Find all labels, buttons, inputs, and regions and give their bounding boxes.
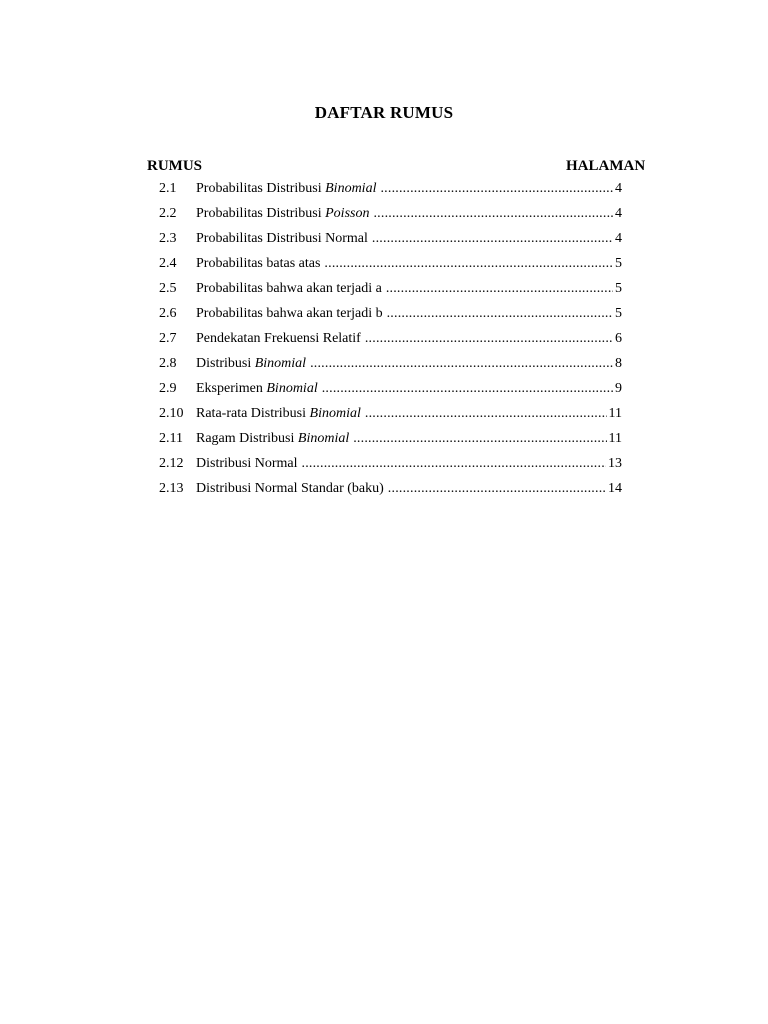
entry-text: Probabilitas Distribusi xyxy=(196,206,326,221)
entry-number: 2.3 xyxy=(159,231,177,246)
dot-leader xyxy=(365,406,607,422)
entry-italic-term: Binomial xyxy=(325,181,377,196)
entry-label xyxy=(196,256,320,272)
entry-text: Probabilitas Distribusi Normal xyxy=(196,231,368,246)
entry-label xyxy=(196,306,383,322)
entry-page-number: 13 xyxy=(608,456,622,471)
entry-italic-term: Binomial xyxy=(309,406,361,421)
entry-label xyxy=(196,481,384,497)
toc-entry xyxy=(157,406,622,431)
dot-leader xyxy=(302,456,607,472)
formula-list xyxy=(157,181,622,506)
entry-text: Rata-rata Distribusi xyxy=(196,406,310,421)
entry-number: 2.10 xyxy=(159,406,184,421)
entry-label xyxy=(196,181,376,197)
entry-label xyxy=(196,431,349,447)
entry-number: 2.11 xyxy=(159,431,183,446)
column-header-halaman: HALAMAN xyxy=(566,158,646,174)
dot-leader xyxy=(322,381,613,397)
entry-text: Probabilitas batas atas xyxy=(196,256,321,271)
entry-label xyxy=(196,331,361,347)
entry-label xyxy=(196,231,368,247)
entry-page-number: 9 xyxy=(615,381,622,396)
entry-text: Probabilitas bahwa akan terjadi b xyxy=(196,306,383,321)
entry-page-number: 5 xyxy=(615,281,622,296)
dot-leader xyxy=(365,331,613,347)
entry-number: 2.4 xyxy=(159,256,177,271)
entry-number: 2.13 xyxy=(159,481,184,496)
entry-number: 2.9 xyxy=(159,381,177,396)
entry-page-number: 4 xyxy=(615,231,622,246)
toc-entry xyxy=(157,206,622,231)
entry-label xyxy=(196,281,382,297)
toc-entry xyxy=(157,231,622,256)
entry-italic-term: Binomial xyxy=(254,356,307,371)
entry-page-number: 6 xyxy=(615,331,622,346)
entry-label xyxy=(196,206,369,222)
entry-number: 2.2 xyxy=(159,206,177,221)
toc-entry xyxy=(157,356,622,381)
entry-number: 2.1 xyxy=(159,181,177,196)
entry-text: Pendekatan Frekuensi Relatif xyxy=(196,331,361,346)
toc-entry xyxy=(157,381,622,406)
toc-entry xyxy=(157,456,622,481)
entry-page-number: 4 xyxy=(615,181,622,196)
toc-entry xyxy=(157,331,622,356)
toc-entry xyxy=(157,306,622,331)
dot-leader xyxy=(310,356,613,372)
entry-italic-term: Binomial xyxy=(266,381,318,396)
dot-leader xyxy=(372,231,613,247)
page-title: DAFTAR RUMUS xyxy=(314,103,454,122)
dot-leader xyxy=(387,306,613,322)
entry-page-number: 5 xyxy=(615,256,622,271)
entry-text: Distribusi xyxy=(196,356,255,371)
dot-leader xyxy=(388,481,606,497)
entry-text: Distribusi Normal xyxy=(196,456,298,471)
entry-page-number: 11 xyxy=(608,431,622,446)
dot-leader xyxy=(353,431,606,447)
entry-label xyxy=(196,381,318,397)
column-header-rumus: RUMUS xyxy=(147,158,202,174)
dot-leader xyxy=(373,206,613,222)
toc-entry xyxy=(157,256,622,281)
entry-page-number: 4 xyxy=(615,206,622,221)
entry-number: 2.6 xyxy=(159,306,177,321)
entry-number: 2.7 xyxy=(159,331,177,346)
toc-entry xyxy=(157,431,622,456)
toc-entry xyxy=(157,481,622,506)
entry-text: Eksperimen xyxy=(196,381,267,396)
dot-leader xyxy=(386,281,613,297)
toc-entry xyxy=(157,281,622,306)
entry-text: Distribusi Normal Standar (baku) xyxy=(196,481,384,496)
entry-label xyxy=(196,406,361,422)
entry-page-number: 14 xyxy=(608,481,622,496)
entry-page-number: 11 xyxy=(608,406,622,421)
entry-italic-term: Binomial xyxy=(297,431,350,446)
entry-text: Probabilitas bahwa akan terjadi a xyxy=(196,281,382,296)
dot-leader xyxy=(380,181,613,197)
dot-leader xyxy=(324,256,613,272)
entry-label xyxy=(196,356,306,372)
toc-entry xyxy=(157,181,622,206)
entry-text: Ragam Distribusi xyxy=(196,431,298,446)
entry-number: 2.12 xyxy=(159,456,184,471)
entry-text: Probabilitas Distribusi xyxy=(196,181,326,196)
entry-page-number: 8 xyxy=(615,356,622,371)
entry-number: 2.8 xyxy=(159,356,177,371)
entry-italic-term: Poisson xyxy=(325,206,370,221)
entry-page-number: 5 xyxy=(615,306,622,321)
entry-label xyxy=(196,456,298,472)
entry-number: 2.5 xyxy=(159,281,177,296)
